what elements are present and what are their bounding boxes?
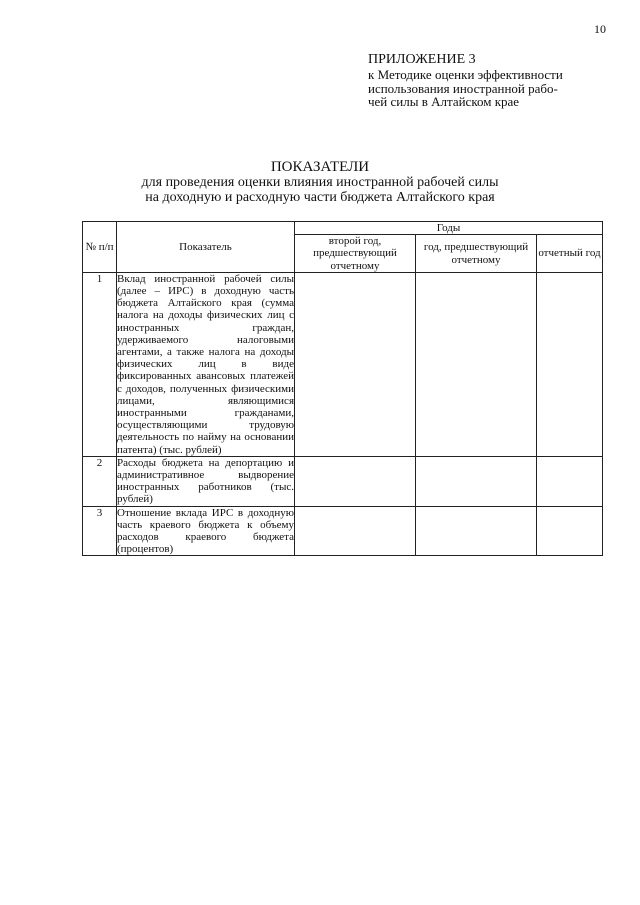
appendix-title: ПРИЛОЖЕНИЕ 3 — [368, 52, 476, 67]
table-row — [83, 272, 603, 456]
document-subtitle: для проведения оценки влияния иностранной рабочей силы — [141, 175, 499, 190]
indicator-text: Отношение вклада ИРС в доходную часть краевого бюджета к объему расходов краевого бюджета (процентов) — [117, 506, 294, 556]
value-cell — [416, 456, 537, 506]
value-cell — [537, 506, 603, 556]
table-row — [83, 456, 603, 506]
appendix-line: использования иностранной рабо- — [368, 80, 558, 96]
appendix-header — [368, 52, 618, 109]
value-cell — [295, 506, 416, 556]
header-years: Годы — [295, 222, 603, 235]
table-row — [83, 506, 603, 556]
indicators-table — [82, 221, 603, 556]
appendix-line: к Методике оценки эффективности — [368, 67, 563, 82]
header-year-prior: год, предшествующий отчетному — [416, 235, 537, 273]
value-cell — [416, 506, 537, 556]
header-indicator: Показатель — [117, 222, 295, 273]
value-cell — [295, 456, 416, 506]
document-title-block — [0, 159, 640, 205]
appendix-line: чей силы в Алтайском крае — [368, 94, 520, 109]
indicator-text: Расходы бюджета на депортацию и административное выдворение иностранных работников (тыс. рублей) — [117, 456, 294, 506]
document-subtitle: на доходную и расходную части бюджета Алтайского края — [145, 190, 495, 205]
row-number: 1 — [83, 272, 117, 456]
header-year-second-prior: второй год, предшествующий отчетному — [295, 235, 416, 273]
row-number: 2 — [83, 456, 117, 506]
value-cell — [537, 456, 603, 506]
indicator-text: Вклад иностранной рабочей силы (далее – ИРС) в доходную часть бюджета Алтайского края (сумма налога на доходы физических лиц с иностранных граждан, удерживаемого налоговыми агентами, а также налога на доходы физических лиц в виде фиксированных авансовых платежей с доходов, полученных физическими лицами, являющимися иностранными гражданами, осуществляющими трудовую деятельность по найму на основании патента) (тыс. рублей) — [117, 272, 294, 456]
document-title: ПОКАЗАТЕЛИ — [270, 159, 370, 175]
header-year-reporting: отчетный год — [537, 235, 603, 273]
row-number: 3 — [83, 506, 117, 556]
value-cell — [416, 272, 537, 456]
page-number: 10 — [594, 22, 606, 36]
header-num: № п/п — [83, 222, 117, 273]
value-cell — [537, 272, 603, 456]
value-cell — [295, 272, 416, 456]
